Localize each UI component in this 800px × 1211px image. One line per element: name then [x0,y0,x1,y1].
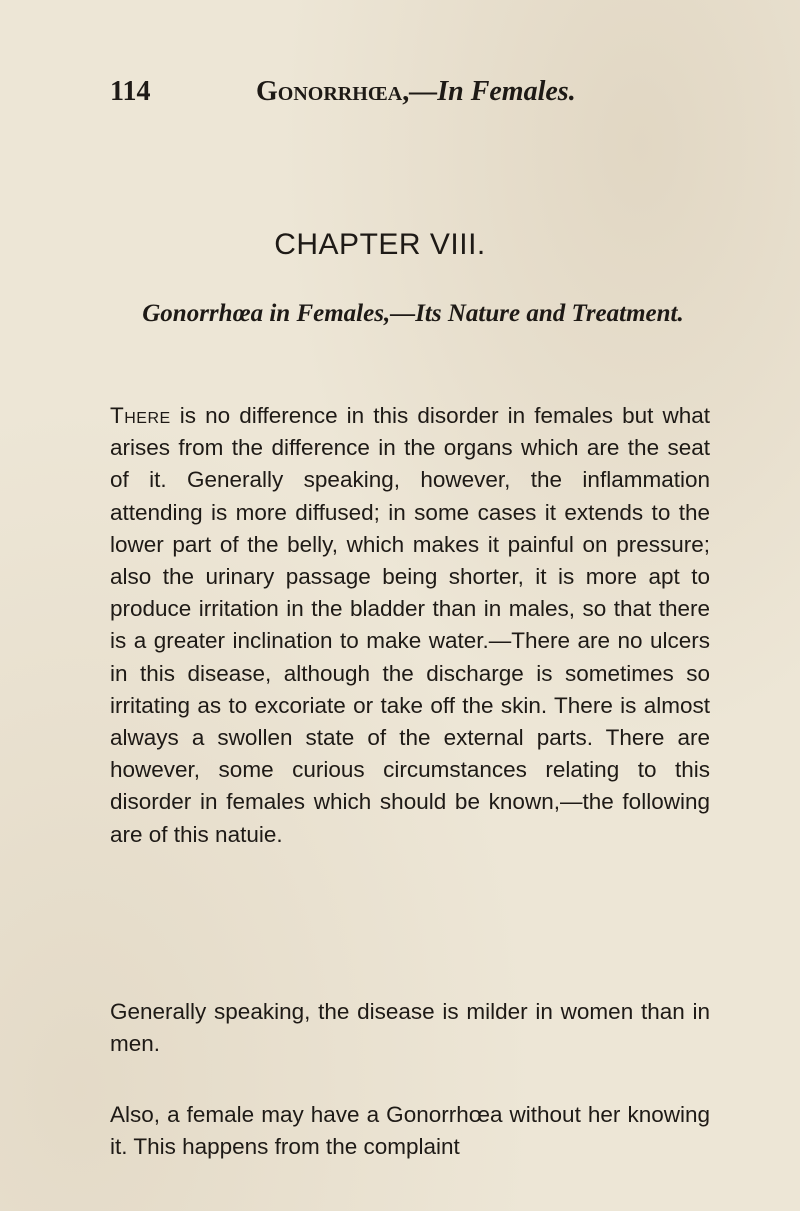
chapter-subtitle: Gonorrhœa in Females,—Its Nature and Treatment. [142,300,684,327]
chapter-heading: CHAPTER VIII. [274,228,486,261]
paragraph-1-text: is no difference in this disorder in females but what arises from the difference in the organs which are the seat of it. Generally speaking, however, the inflammation attending is more diffused; in some cases it extends to the lower part of the belly, which makes it painful on pressure; also the urinary passage being shorter, it is more apt to produce irritation in the bladder than in males, so that there is a greater inclination to make water.—There are no ulcers in this disease, although the discharge is sometimes so irritating as to excoriate or take off the skin. There is almost always a swollen state of the external parts. There are however, some curious circumstances relating to this disorder in females which should be known,—the following are of this natuie. [110,403,710,847]
running-head [110,76,650,116]
running-title-main: Gonorrhœa, [256,76,410,107]
paragraph-2: Generally speaking, the disease is milder in women than in men. [110,999,710,1057]
paragraph-1-lead: There [110,403,171,428]
running-title-sub: —In Females. [409,76,576,107]
page-number: 114 [110,76,151,107]
paragraph-3: Also, a female may have a Gonorrhœa without her knowing it. This happens from the complaint [110,1102,710,1160]
paragraph-1 [110,400,710,851]
running-title [256,76,576,108]
